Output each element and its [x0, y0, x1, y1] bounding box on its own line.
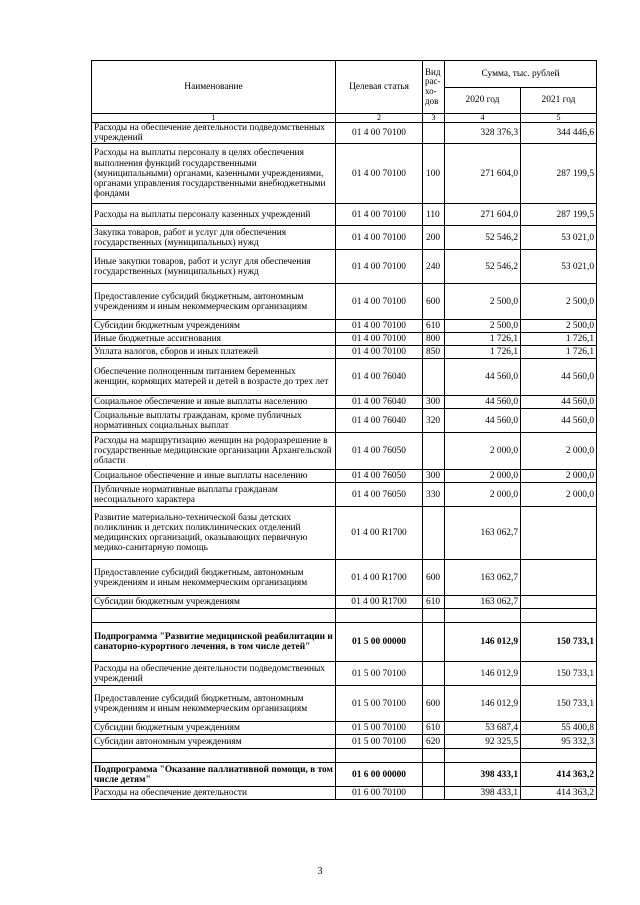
cell-expense-type: 610	[423, 320, 445, 333]
cell-expense-type	[423, 662, 445, 686]
cell-amount-2020: 1 726,1	[445, 333, 521, 346]
cell-amount-2021	[521, 749, 597, 763]
cell-amount-2021: 344 446,6	[521, 123, 597, 144]
cell-expense-type	[423, 749, 445, 763]
subprogram-row	[92, 763, 597, 787]
table-row	[92, 396, 597, 409]
cell-amount-2020: 52 546,2	[445, 250, 521, 284]
cell-expense-type: 300	[423, 396, 445, 409]
cell-name: Публичные нормативные выплаты гражданам несоциального характера	[92, 483, 336, 507]
table-row	[92, 483, 597, 507]
table-row	[92, 662, 597, 686]
cell-expense-type	[423, 763, 445, 787]
cell-name: Субсидии автономным учреждениям	[92, 735, 336, 749]
cell-amount-2020: 163 062,7	[445, 507, 521, 560]
cell-target-code: 01 4 00 70100	[336, 333, 423, 346]
cell-target-code: 01 4 00 70100	[336, 123, 423, 144]
cell-amount-2020: 2 500,0	[445, 320, 521, 333]
cell-amount-2020: 146 012,9	[445, 686, 521, 722]
cell-amount-2020: 398 433,1	[445, 787, 521, 800]
table-row	[92, 735, 597, 749]
cell-target-code: 01 4 00 70100	[336, 144, 423, 204]
table-row	[92, 596, 597, 609]
table-row	[92, 346, 597, 359]
cell-amount-2021: 150 733,1	[521, 623, 597, 662]
cell-target-code: 01 5 00 00000	[336, 623, 423, 662]
cell-name: Расходы на выплаты персоналу казенных учреждений	[92, 204, 336, 226]
cell-expense-type: 240	[423, 250, 445, 284]
cell-amount-2021: 287 199,5	[521, 144, 597, 204]
budget-table-container	[91, 60, 596, 800]
cell-name: Подпрограмма "Оказание паллиативной помощи, в том числе детям"	[92, 763, 336, 787]
cell-name: Предоставление субсидий бюджетным, автономным учреждениям и иным некоммерческим организациям	[92, 284, 336, 320]
cell-name: Социальные выплаты гражданам, кроме публичных нормативных социальных выплат	[92, 409, 336, 433]
column-index: 2	[336, 114, 423, 123]
cell-amount-2021: 150 733,1	[521, 686, 597, 722]
column-index: 3	[423, 114, 445, 123]
cell-target-code: 01 5 00 70100	[336, 735, 423, 749]
cell-target-code: 01 4 00 76040	[336, 396, 423, 409]
cell-name: Подпрограмма "Развитие медицинской реабилитации и санаторно-курортного лечения, в том числе детей"	[92, 623, 336, 662]
cell-target-code: 01 4 00 R1700	[336, 596, 423, 609]
cell-amount-2020: 271 604,0	[445, 204, 521, 226]
table-row	[92, 320, 597, 333]
cell-name: Расходы на обеспечение деятельности	[92, 787, 336, 800]
cell-amount-2021: 44 560,0	[521, 396, 597, 409]
cell-target-code: 01 4 00 76050	[336, 433, 423, 470]
cell-amount-2021: 44 560,0	[521, 359, 597, 396]
cell-amount-2021: 150 733,1	[521, 662, 597, 686]
cell-amount-2020: 44 560,0	[445, 359, 521, 396]
cell-amount-2021: 1 726,1	[521, 346, 597, 359]
cell-expense-type	[423, 359, 445, 396]
cell-name: Иные закупки товаров, работ и услуг для обеспечения государственных (муниципальных) нужд	[92, 250, 336, 284]
cell-expense-type: 200	[423, 226, 445, 250]
cell-target-code: 01 4 00 70100	[336, 346, 423, 359]
cell-name: Иные бюджетные ассигнования	[92, 333, 336, 346]
cell-target-code: 01 4 00 R1700	[336, 507, 423, 560]
cell-target-code: 01 4 00 70100	[336, 226, 423, 250]
cell-amount-2021: 55 400,8	[521, 722, 597, 735]
table-row	[92, 284, 597, 320]
cell-expense-type	[423, 623, 445, 662]
cell-expense-type: 600	[423, 284, 445, 320]
cell-target-code: 01 4 00 76040	[336, 359, 423, 396]
header-row	[92, 61, 597, 88]
cell-name: Субсидии бюджетным учреждениям	[92, 596, 336, 609]
table-row	[92, 787, 597, 800]
cell-name	[92, 609, 336, 623]
cell-amount-2020: 163 062,7	[445, 560, 521, 596]
cell-target-code: 01 5 00 70100	[336, 722, 423, 735]
cell-amount-2021	[521, 596, 597, 609]
column-index: 1	[92, 114, 336, 123]
cell-name: Закупка товаров, работ и услуг для обеспечения государственных (муниципальных) нужд	[92, 226, 336, 250]
subprogram-row	[92, 623, 597, 662]
cell-amount-2021: 1 726,1	[521, 333, 597, 346]
cell-target-code	[336, 749, 423, 763]
cell-target-code: 01 4 00 76040	[336, 409, 423, 433]
header-vid-line: дов	[425, 95, 439, 106]
cell-amount-2021	[521, 609, 597, 623]
cell-amount-2021: 414 363,2	[521, 763, 597, 787]
cell-amount-2021: 2 000,0	[521, 470, 597, 483]
cell-amount-2020: 163 062,7	[445, 596, 521, 609]
cell-amount-2020: 53 687,4	[445, 722, 521, 735]
table-row	[92, 433, 597, 470]
cell-amount-2020: 52 546,2	[445, 226, 521, 250]
cell-target-code: 01 6 00 70100	[336, 787, 423, 800]
cell-amount-2020: 146 012,9	[445, 623, 521, 662]
cell-expense-type	[423, 433, 445, 470]
cell-name: Расходы на маршрутизацию женщин на родоразрешение в государственные медицинские организации Архангельской области	[92, 433, 336, 470]
cell-expense-type: 110	[423, 204, 445, 226]
cell-expense-type	[423, 787, 445, 800]
header-vid-line: Вид	[425, 66, 441, 77]
cell-amount-2021: 2 000,0	[521, 483, 597, 507]
cell-expense-type: 320	[423, 409, 445, 433]
blank-row	[92, 749, 597, 763]
table-row	[92, 409, 597, 433]
table-row	[92, 250, 597, 284]
cell-name: Обеспечение полноценным питанием беременных женщин, кормящих матерей и детей в возрасте до трех лет	[92, 359, 336, 396]
cell-name: Предоставление субсидий бюджетным, автономным учреждениям и иным некоммерческим организациям	[92, 686, 336, 722]
cell-amount-2020: 398 433,1	[445, 763, 521, 787]
header-name: Наименование	[92, 61, 336, 114]
blank-row	[92, 609, 597, 623]
column-index-row	[92, 114, 597, 123]
cell-expense-type: 300	[423, 470, 445, 483]
cell-expense-type: 100	[423, 144, 445, 204]
cell-expense-type: 800	[423, 333, 445, 346]
cell-expense-type: 600	[423, 686, 445, 722]
cell-amount-2020: 2 000,0	[445, 483, 521, 507]
cell-amount-2020: 2 000,0	[445, 433, 521, 470]
table-row	[92, 359, 597, 396]
cell-amount-2021: 44 560,0	[521, 409, 597, 433]
table-row	[92, 204, 597, 226]
cell-target-code: 01 4 00 76050	[336, 470, 423, 483]
cell-amount-2020: 146 012,9	[445, 662, 521, 686]
table-row	[92, 333, 597, 346]
cell-expense-type: 610	[423, 596, 445, 609]
cell-expense-type: 600	[423, 560, 445, 596]
cell-amount-2020: 2 000,0	[445, 470, 521, 483]
table-row	[92, 123, 597, 144]
cell-expense-type: 330	[423, 483, 445, 507]
cell-amount-2020: 44 560,0	[445, 396, 521, 409]
cell-target-code: 01 4 00 70100	[336, 284, 423, 320]
cell-name: Предоставление субсидий бюджетным, автономным учреждениям и иным некоммерческим организациям	[92, 560, 336, 596]
cell-amount-2020	[445, 609, 521, 623]
cell-name: Расходы на выплаты персоналу в целях обеспечения выполнения функций государственными (муниципальными) органами, казенными учреждениями, органами управления государственными внебюджетными фондами	[92, 144, 336, 204]
cell-amount-2021: 53 021,0	[521, 226, 597, 250]
cell-amount-2021: 2 500,0	[521, 284, 597, 320]
cell-expense-type: 620	[423, 735, 445, 749]
cell-name: Развитие материально-технической базы детских поликлиник и детских поликлинических отделений медицинских организаций, оказывающих первичную медико-санитарную помощь	[92, 507, 336, 560]
cell-amount-2020	[445, 749, 521, 763]
table-body	[92, 61, 597, 800]
cell-name: Социальное обеспечение и иные выплаты населению	[92, 396, 336, 409]
header-vid-line: рас-	[425, 76, 441, 87]
cell-name: Расходы на обеспечение деятельности подведомственных учреждений	[92, 123, 336, 144]
cell-amount-2021: 2 000,0	[521, 433, 597, 470]
cell-name: Субсидии бюджетным учреждениям	[92, 320, 336, 333]
table-row	[92, 507, 597, 560]
cell-expense-type: 610	[423, 722, 445, 735]
cell-amount-2021: 53 021,0	[521, 250, 597, 284]
cell-amount-2021: 414 363,2	[521, 787, 597, 800]
header-year-2021: 2021 год	[521, 88, 597, 114]
header-sum: Сумма, тыс. рублей	[445, 61, 597, 88]
cell-expense-type	[423, 609, 445, 623]
cell-target-code: 01 5 00 70100	[336, 662, 423, 686]
column-index: 5	[521, 114, 597, 123]
table-row	[92, 686, 597, 722]
cell-amount-2021: 2 500,0	[521, 320, 597, 333]
table-row	[92, 722, 597, 735]
page-number: 3	[317, 866, 323, 877]
cell-amount-2021	[521, 560, 597, 596]
cell-expense-type	[423, 507, 445, 560]
cell-name: Уплата налогов, сборов и иных платежей	[92, 346, 336, 359]
column-index: 4	[445, 114, 521, 123]
cell-amount-2020: 271 604,0	[445, 144, 521, 204]
cell-target-code	[336, 609, 423, 623]
cell-amount-2020: 2 500,0	[445, 284, 521, 320]
cell-amount-2020: 44 560,0	[445, 409, 521, 433]
table-row	[92, 144, 597, 204]
cell-expense-type: 850	[423, 346, 445, 359]
header-vid-line: хо-	[425, 86, 437, 96]
table-row	[92, 470, 597, 483]
cell-name	[92, 749, 336, 763]
cell-target-code: 01 4 00 R1700	[336, 560, 423, 596]
cell-target-code: 01 4 00 76050	[336, 483, 423, 507]
table-row	[92, 226, 597, 250]
cell-target-code: 01 4 00 70100	[336, 250, 423, 284]
cell-amount-2021	[521, 507, 597, 560]
budget-table	[91, 60, 597, 800]
cell-expense-type	[423, 123, 445, 144]
header-year-2020: 2020 год	[445, 88, 521, 114]
cell-target-code: 01 6 00 00000	[336, 763, 423, 787]
header-target: Целевая статья	[336, 61, 423, 114]
cell-target-code: 01 5 00 70100	[336, 686, 423, 722]
header-vid	[423, 61, 445, 114]
cell-name: Социальное обеспечение и иные выплаты населению	[92, 470, 336, 483]
cell-name: Субсидии бюджетным учреждениям	[92, 722, 336, 735]
cell-amount-2020: 328 376,3	[445, 123, 521, 144]
cell-name: Расходы на обеспечение деятельности подведомственных учреждений	[92, 662, 336, 686]
cell-amount-2021: 95 332,3	[521, 735, 597, 749]
cell-target-code: 01 4 00 70100	[336, 320, 423, 333]
cell-amount-2020: 1 726,1	[445, 346, 521, 359]
cell-target-code: 01 4 00 70100	[336, 204, 423, 226]
cell-amount-2020: 92 325,5	[445, 735, 521, 749]
cell-amount-2021: 287 199,5	[521, 204, 597, 226]
table-row	[92, 560, 597, 596]
